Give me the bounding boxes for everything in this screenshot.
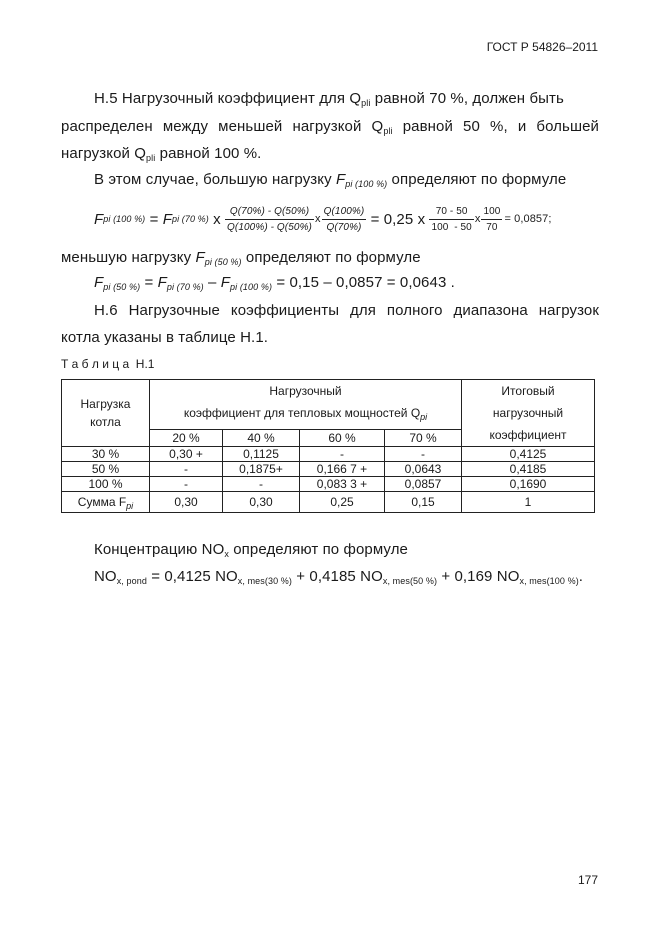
f1-lhs: F — [94, 210, 104, 228]
header-load-line2: котла — [90, 415, 121, 429]
nox-part2-sub: x, mes(50 %) — [382, 576, 438, 586]
f1-result: = 0,0857; — [504, 213, 552, 225]
load-coefficient-table — [61, 379, 595, 513]
table-caption: Т а б л и ц а Н.1 — [61, 357, 155, 371]
nox-end: . — [578, 568, 584, 585]
f1-frac2-den: Q(70%) — [326, 221, 362, 233]
header-total-line1: Итоговый — [501, 384, 555, 398]
cell-40: 0,1875+ — [223, 462, 300, 477]
nox-part2: + 0,4185 NO — [292, 568, 383, 585]
sum-70: 0,15 — [385, 492, 462, 513]
h5-line3-text: нагрузкой Q — [61, 145, 147, 162]
f1-frac4-num: 100 — [481, 205, 502, 220]
h5-para2-var-sub: pi (100 %) — [345, 179, 388, 189]
cell-40: 0,1125 — [223, 447, 300, 462]
h5-para2-text: В этом случае, большую нагрузку — [94, 171, 336, 188]
header-total-line3: коэффициент — [489, 428, 567, 442]
header-total — [462, 380, 595, 447]
table-row — [62, 447, 595, 462]
smaller-load-line — [61, 249, 421, 266]
nox-lhs-sub: x, pond — [116, 576, 147, 586]
sum-label — [62, 492, 150, 513]
header-group-line2 — [150, 402, 461, 424]
f1-frac-numeric1 — [429, 205, 473, 234]
h5-line1 — [94, 90, 564, 107]
cell-20: 0,30 + — [150, 447, 223, 462]
h5-line1-text: Н.5 Нагрузочный коэффициент для Q — [94, 90, 362, 107]
cell-total: 0,4125 — [462, 447, 595, 462]
smaller-load-text: меньшую нагрузку — [61, 249, 196, 266]
nox-intro-text: Концентрацию NO — [94, 541, 225, 558]
f1-x2: x — [474, 213, 481, 225]
nox-formula — [94, 568, 583, 585]
cell-70: 0,0857 — [385, 477, 462, 492]
subheader-20: 20 % — [150, 430, 223, 447]
h5-line1-tail: равной 70 %, должен быть — [370, 90, 564, 107]
cell-60: 0,083 3 + — [300, 477, 385, 492]
f1-frac-q-ratio — [225, 205, 314, 234]
h5-para2-var: F — [335, 171, 346, 188]
header-group-sub: pi — [420, 412, 428, 422]
header-group-text: коэффициент для тепловых мощностей Q — [183, 406, 421, 420]
subheader-70: 70 % — [385, 430, 462, 447]
subheader-60: 60 % — [300, 430, 385, 447]
standard-header: ГОСТ Р 54826–2011 — [486, 40, 598, 54]
f1-f70: F — [162, 210, 172, 228]
f1-eq1: = — [145, 210, 163, 228]
subheader-40: 40 % — [223, 430, 300, 447]
smaller-load-var: F — [195, 249, 205, 266]
cell-load: 100 % — [62, 477, 150, 492]
cell-load: 30 % — [62, 447, 150, 462]
cell-40: - — [223, 477, 300, 492]
header-group — [150, 380, 462, 430]
sum-total: 1 — [462, 492, 595, 513]
table-row — [62, 477, 595, 492]
h5-line1-sub: pli — [361, 98, 371, 108]
f1-frac4-den: 70 — [486, 221, 498, 233]
f1-frac2-num: Q(100%) — [322, 205, 367, 220]
f1-frac3-den: 100 - 50 — [431, 221, 472, 233]
h5-line2-text: распределен между меньшей нагрузкой Q — [61, 118, 384, 135]
cell-70: - — [385, 447, 462, 462]
h5-line3 — [61, 145, 261, 162]
f1-frac1-num: Q(70%) - Q(50%) — [225, 205, 314, 220]
sum-label-sub: pi — [126, 501, 134, 511]
f1-frac-numeric2 — [481, 205, 502, 234]
nox-lhs: NO — [94, 568, 117, 585]
h5-line2-sub: pli — [383, 126, 393, 136]
table-header-row-1 — [62, 380, 595, 430]
header-load — [62, 380, 150, 447]
page-number: 177 — [577, 873, 598, 887]
f2-tail: = 0,15 – 0,0857 = 0,0643 . — [272, 274, 455, 291]
table-row — [62, 462, 595, 477]
header-group-line1: Нагрузочный — [269, 384, 342, 398]
f1-x1: x — [315, 213, 321, 225]
cell-20: - — [150, 462, 223, 477]
h6-line2: котла указаны в таблице Н.1. — [61, 329, 269, 346]
sum-40: 0,30 — [223, 492, 300, 513]
h5-line2 — [61, 118, 599, 135]
smaller-load-var-sub: pi (50 %) — [204, 257, 242, 267]
sum-20: 0,30 — [150, 492, 223, 513]
h6-line1: Н.6 Нагрузочные коэффициенты для полного диапазона нагрузок — [94, 302, 599, 319]
f2-f100-sub: pi (100 %) — [230, 282, 273, 292]
header-load-line1: Нагрузка — [80, 397, 131, 411]
nox-part3-sub: x, mes(100 %) — [519, 576, 579, 586]
f2-f50: F — [94, 274, 104, 291]
formula-2 — [94, 274, 455, 291]
nox-intro — [94, 541, 408, 558]
header-total-line2: нагрузочный — [492, 406, 564, 420]
cell-total: 0,4185 — [462, 462, 595, 477]
f2-f50-sub: pi (50 %) — [103, 282, 141, 292]
cell-70: 0,0643 — [385, 462, 462, 477]
cell-60: - — [300, 447, 385, 462]
f1-times: x — [208, 210, 226, 228]
formula-1: F pi (100 %) = F pi (70 %) x $\frac{Q(70\%) - Q(50\%)}{Q(100\%) - Q(50\%)}$ x $\frac{Q(100\%)}{Q(70\%)}$ = 0,25 x $\frac{70 - 50}{100 - 50}$ x $\frac{100}{70}$ = 0,0857; — [94, 205, 552, 233]
nox-part1-sub: x, mes(30 %) — [237, 576, 292, 586]
f1-frac1-den: Q(100%) - Q(50%) — [227, 221, 312, 233]
f2-f70: F — [157, 274, 167, 291]
h5-line3-sub: pli — [146, 153, 156, 163]
f2-f100: F — [220, 274, 231, 291]
nox-part3: + 0,169 NO — [437, 568, 520, 585]
cell-total: 0,1690 — [462, 477, 595, 492]
h5-para2 — [94, 171, 566, 188]
table-sum-row — [62, 492, 595, 513]
h5-para2-tail: определяют по формуле — [387, 171, 567, 188]
f1-frac3-num: 70 - 50 — [429, 205, 473, 220]
sum-label-text: Сумма F — [77, 495, 127, 509]
f2-minus: – — [203, 274, 221, 291]
f1-eq2: = 0,25 x — [366, 210, 430, 228]
f2-eq: = — [140, 274, 158, 291]
smaller-load-tail: определяют по формуле — [241, 249, 421, 266]
h5-line3-tail: равной 100 %. — [155, 145, 262, 162]
cell-load: 50 % — [62, 462, 150, 477]
nox-intro-tail: определяют по формуле — [228, 541, 408, 558]
cell-60: 0,166 7 + — [300, 462, 385, 477]
f2-f70-sub: pi (70 %) — [166, 282, 204, 292]
cell-20: - — [150, 477, 223, 492]
h5-line2-tail: равной 50 %, и большей — [392, 118, 600, 135]
nox-intro-sub: x — [224, 549, 229, 559]
nox-part1: = 0,4125 NO — [146, 568, 238, 585]
f1-frac-q-100-70 — [322, 205, 367, 234]
sum-60: 0,25 — [300, 492, 385, 513]
